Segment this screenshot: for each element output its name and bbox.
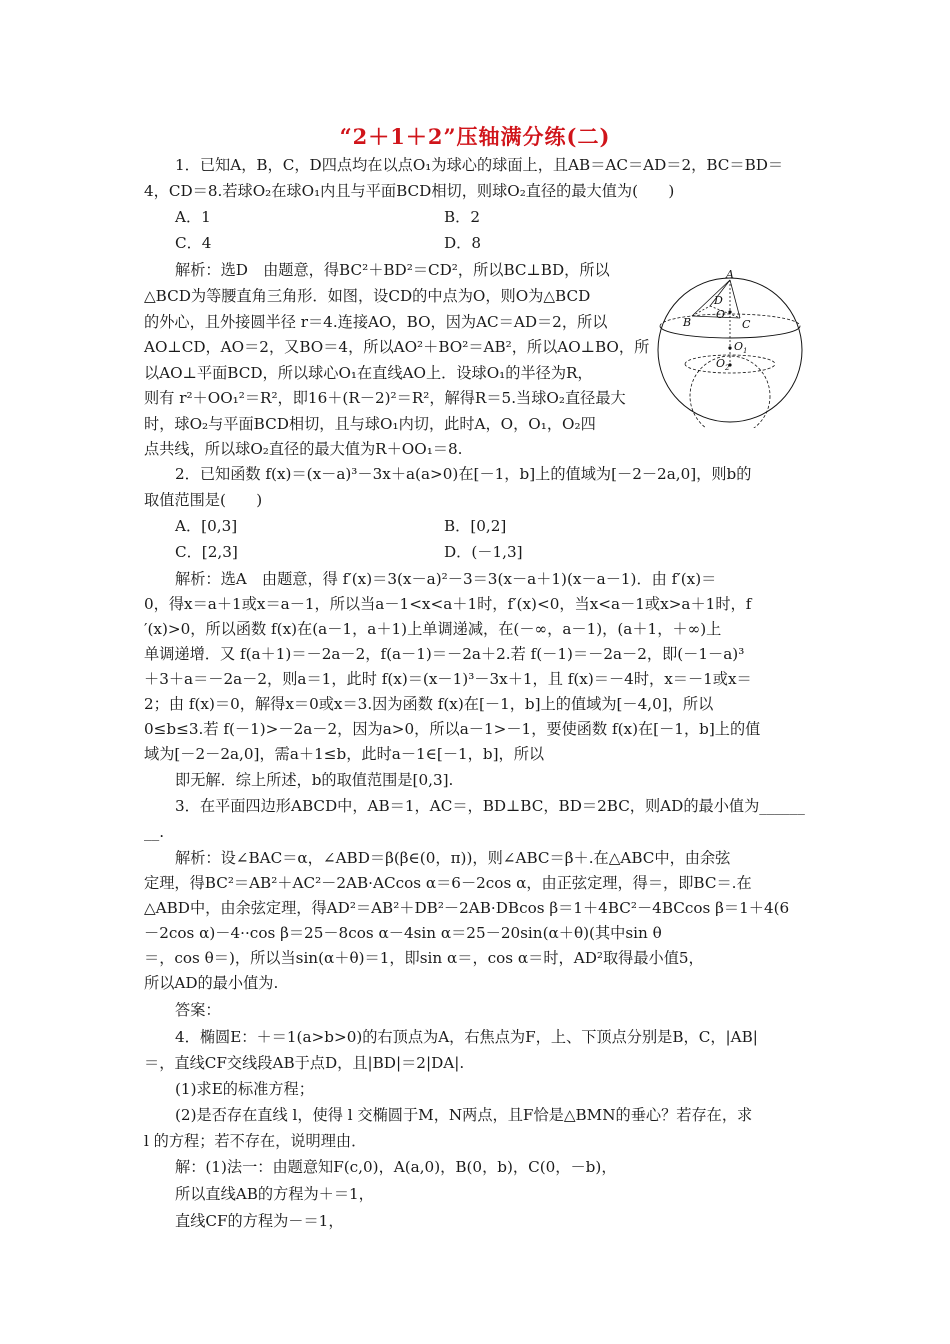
q3-answer: 答案： (175, 1001, 221, 1019)
q3-solution-line-2: 定理，得BC²＝AB²＋AC²－2AB·ACcos α＝6－2cos α，由正弦定理，得＝，即BC＝.在 (144, 874, 752, 892)
q1-solution-line-8: 点共线，所以球O₂直径的最大值为R＋OO₁＝8. (144, 440, 463, 458)
q3-line-1: 3．在平面四边形ABCD中，AB＝1，AC＝，BD⊥BC，BD＝2BC，则AD的最小值为______ (175, 797, 805, 815)
q2-option-d: D．(－1,3] (444, 543, 523, 561)
q2-solution-line-6: 2；由 f(x)＝0，解得x＝0或x＝3.因为函数 f(x)在[－1，b]上的值域为[－4,0]，所以 (144, 695, 714, 713)
label-o2: $O_2$ (716, 357, 730, 372)
point-o1 (728, 346, 731, 349)
q2-solution-line-4: 单调递增．又 f(a＋1)＝－2a－2，f(a－1)＝－2a＋2.若 f(－1)＝－2a－2，即(－1－a)³ (144, 645, 745, 663)
label-d: D (714, 294, 723, 307)
label-o1: $O_1$ (734, 340, 748, 355)
q4-part-2-line-2: l 的方程；若不存在，说明理由． (144, 1132, 367, 1150)
label-b: B (683, 316, 692, 329)
label-o: O (716, 308, 726, 321)
q3-line-2: __. (144, 823, 165, 841)
q1-solution-line-2: △BCD为等腰直角三角形．如图，设CD的中点为O，则O为△BCD (144, 287, 591, 305)
q4-part-2-line-1: (2)是否存在直线 l，使得 l 交椭圆于M，N两点，且F恰是△BMN的垂心？若存在，求 (175, 1106, 753, 1124)
q1-solution-line-5: 以AO⊥平面BCD，所以球心O₁在直线AO上．设球O₁的半径为R， (144, 364, 593, 382)
inner-sphere (690, 356, 770, 428)
q2-solution-line-7: 0≤b≤3.若 f(－1)>－2a－2，因为a>0，所以a－1>－1，要使函数 f(x)在[－1，b]上的值 (144, 720, 761, 738)
q3-solution-line-6: 所以AD的最小值为. (144, 974, 279, 992)
q1-solution-line-1: 解析：选D 由题意，得BC²＋BD²＝CD²，所以BC⊥BD，所以 (175, 261, 610, 279)
q3-solution-line-4: －2cos α)－4··cos β＝25－8cos α－4sin α＝25－20sin(α＋θ)(其中sin θ (144, 924, 662, 942)
q1-solution-line-4: AO⊥CD，AO＝2，又BO＝4，所以AO²＋BO²＝AB²，所以AO⊥BO，所 (144, 338, 650, 356)
q2-line-1: 2．已知函数 f(x)＝(x－a)³－3x＋a(a>0)在[－1，b]上的值域为[－2－2a,0]，则b的 (175, 465, 752, 483)
q4-part-1: (1)求E的标准方程； (175, 1080, 314, 1098)
q4-solution-line-3: 直线CF的方程为－＝1， (175, 1212, 344, 1230)
q2-option-a: A．[0,3] (175, 517, 238, 535)
q1-solution-line-7: 时，球O₂与平面BCD相切，且与球O₁内切，此时A，O，O₁，O₂四 (144, 415, 596, 433)
q2-option-c: C．[2,3] (175, 543, 238, 561)
q1-line-2: 4，CD＝8.若球O₂在球O₁内且与平面BCD相切，则球O₂直径的最大值为( ) (144, 182, 675, 200)
q2-solution-line-9: 即无解．综上所述，b的取值范围是[0,3]. (175, 771, 454, 789)
q1-line-1: 1．已知A，B，C，D四点均在以点O₁为球心的球面上，且AB＝AC＝AD＝2，BC＝BD＝ (175, 156, 784, 174)
q2-solution-line-5: ＋3＋a＝－2a－2，则a＝1，此时 f(x)＝(x－1)³－3x＋1，且 f(x)＝－4时，x＝－1或x＝ (144, 670, 752, 688)
q4-solution-line-1: 解：(1)法一：由题意知F(c,0)，A(a,0)，B(0，b)，C(0，－b)， (175, 1158, 617, 1176)
q4-line-2: ＝，直线CF交线段AB于点D，且|BD|＝2|DA|. (144, 1054, 465, 1072)
q2-solution-line-1: 解析：选A 由题意，得 f′(x)＝3(x－a)²－3＝3(x－a＋1)(x－a－1)．由 f′(x)＝ (175, 570, 717, 588)
point-o (728, 310, 731, 313)
q2-solution-line-3: ′(x)>0，所以函数 f(x)在(a－1，a＋1)上单调递减，在(－∞，a－1)，(a＋1，＋∞)上 (144, 620, 722, 638)
q2-solution-line-2: 0，得x＝a＋1或x＝a－1，所以当a－1<x<a＋1时，f′(x)<0，当x<a－1或x>a＋1时，f (144, 595, 752, 613)
q3-solution-line-5: ＝，cos θ＝)，所以当sin(α＋θ)＝1，即sin α＝，cos α＝时，AD²取得最小值5， (144, 949, 704, 967)
q4-solution-line-2: 所以直线AB的方程为＋＝1， (175, 1185, 374, 1203)
q4-line-1: 4．椭圆E：＋＝1(a>b>0)的右顶点为A，右焦点为F，上、下顶点分别是B，C，|AB| (175, 1028, 758, 1046)
q1-option-d: D．8 (444, 234, 482, 252)
q2-line-2: 取值范围是( ) (144, 491, 263, 509)
sphere-figure (650, 268, 810, 428)
q1-option-c: C．4 (175, 234, 212, 252)
q2-solution-line-8: 域为[－2－2a,0]，需a＋1≤b，此时a－1∈[－1，b]，所以 (144, 745, 545, 763)
q2-option-b: B．[0,2] (444, 517, 507, 535)
label-c: C (742, 318, 751, 331)
q3-solution-line-3: △ABD中，由余弦定理，得AD²＝AB²＋DB²－2AB·DBcos β＝1＋4BC²－4BCcos β＝1＋4(6 (144, 899, 790, 917)
q1-option-a: A．1 (175, 208, 211, 226)
q1-option-b: B．2 (444, 208, 481, 226)
q1-solution-line-6: 则有 r²＋OO₁²＝R²，即16＋(R－2)²＝R²，解得R＝5.当球O₂直径最大 (144, 389, 626, 407)
q1-solution-line-3: 的外心，且外接圆半径 r＝4.连接AO，BO，因为AC＝AD＝2，所以 (144, 313, 608, 331)
q3-solution-line-1: 解析：设∠BAC＝α，∠ABD＝β(β∈(0，π))，则∠ABC＝β＋.在△ABC中，由余弦 (175, 849, 731, 867)
label-a: A (726, 268, 734, 281)
page-title: “2＋1＋2”压轴满分练(二) (339, 124, 611, 149)
